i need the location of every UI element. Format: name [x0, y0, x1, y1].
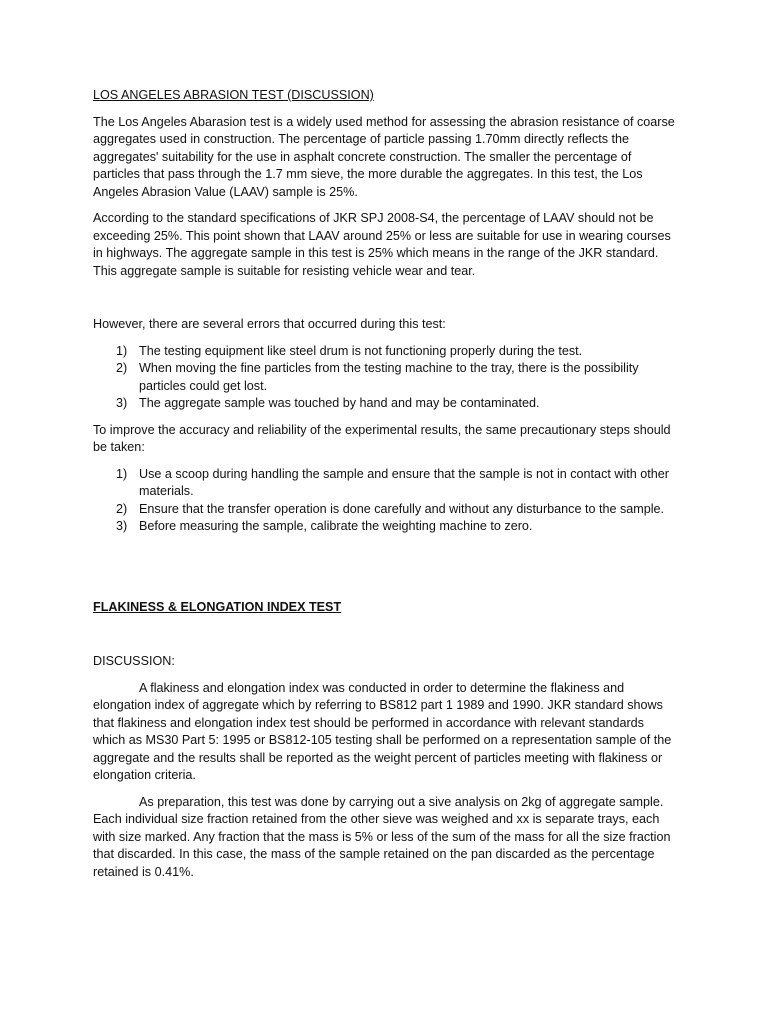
list-item — [93, 343, 675, 361]
list-item — [93, 360, 675, 395]
list-text: The testing equipment like steel drum is not functioning properly during the test. — [139, 343, 583, 358]
improvements-list — [93, 466, 675, 536]
list-number: 2) — [116, 501, 128, 516]
paragraph-laav-intro: The Los Angeles Abarasion test is a widely used method for assessing the abrasion resistance of coarse aggregates used in construction. The percentage of particle passing 1.70mm directly reflects the aggregates' suitability for the use in asphalt concrete construction. The smaller the percentage of particles that pass through the 1.7 mm sieve, the more durable the aggregates. In this test, the Los Angeles Abrasion Value (LAAV) sample is 25%. — [93, 114, 675, 199]
paragraph-preparation: As preparation, this test was done by carrying out a sive analysis on 2kg of aggregate sample. Each individual size fraction retained from the other sieve was weighed and xx is separate trays, each with size marked. Any fraction that the mass is 5% or less of the sum of the mass for all the size fraction that discarded. In this case, the mass of the sample retained on the pan discarded as the percentage retained is 0.41%. — [93, 794, 671, 879]
section-title-los-angeles: LOS ANGELES ABRASION TEST (DISCUSSION) — [93, 88, 374, 102]
list-text: When moving the fine particles from the testing machine to the tray, there is the possibility particles could get lost. — [139, 361, 639, 393]
paragraph-improve-intro: To improve the accuracy and reliability of the experimental results, the same precautionary steps should be taken: — [93, 422, 671, 454]
document-body — [93, 87, 675, 890]
list-item — [93, 395, 675, 413]
list-number: 2) — [116, 361, 128, 375]
section-title-flakiness: FLAKINESS & ELONGATION INDEX TEST — [93, 599, 342, 614]
list-number: 1) — [116, 466, 128, 481]
list-number: 1) — [116, 343, 128, 358]
list-text: The aggregate sample was touched by hand and may be contaminated. — [139, 396, 540, 410]
paragraph-jkr-standard: According to the standard specifications of JKR SPJ 2008-S4, the percentage of LAAV should not be exceeding 25%. This point shown that LAAV around 25% or less are suitable for use in wearing courses in highways. The aggregate sample in this test is 25% which means in the range of the JKR standard. This aggregate sample is suitable for resisting vehicle wear and tear. — [93, 211, 671, 278]
list-item — [93, 501, 675, 519]
list-number: 3) — [116, 396, 128, 410]
list-text: Use a scoop during handling the sample and ensure that the sample is not in contact with other materials. — [139, 466, 669, 498]
list-item — [93, 466, 675, 501]
discussion-label: DISCUSSION: — [93, 654, 175, 668]
list-text: Before measuring the sample, calibrate the weighting machine to zero. — [139, 519, 533, 533]
list-number: 3) — [116, 519, 128, 533]
paragraph-errors-intro: However, there are several errors that occurred during this test: — [93, 317, 446, 331]
list-item — [93, 518, 675, 536]
errors-list — [93, 343, 675, 413]
paragraph-flakiness-intro: A flakiness and elongation index was conducted in order to determine the flakiness and elongation index of aggregate which by referring to BS812 part 1 1989 and 1990. JKR standard shows that flakiness and elongation index test should be performed in accordance with relevant standards which as MS30 Part 5: 1995 or BS812-105 testing shall be performed on a representation sample of the aggregate and the results shall be reported as the weight percent of particles meeting with flakiness or elongation criteria. — [93, 680, 672, 782]
list-text: Ensure that the transfer operation is done carefully and without any disturbance to the sample. — [139, 501, 665, 516]
